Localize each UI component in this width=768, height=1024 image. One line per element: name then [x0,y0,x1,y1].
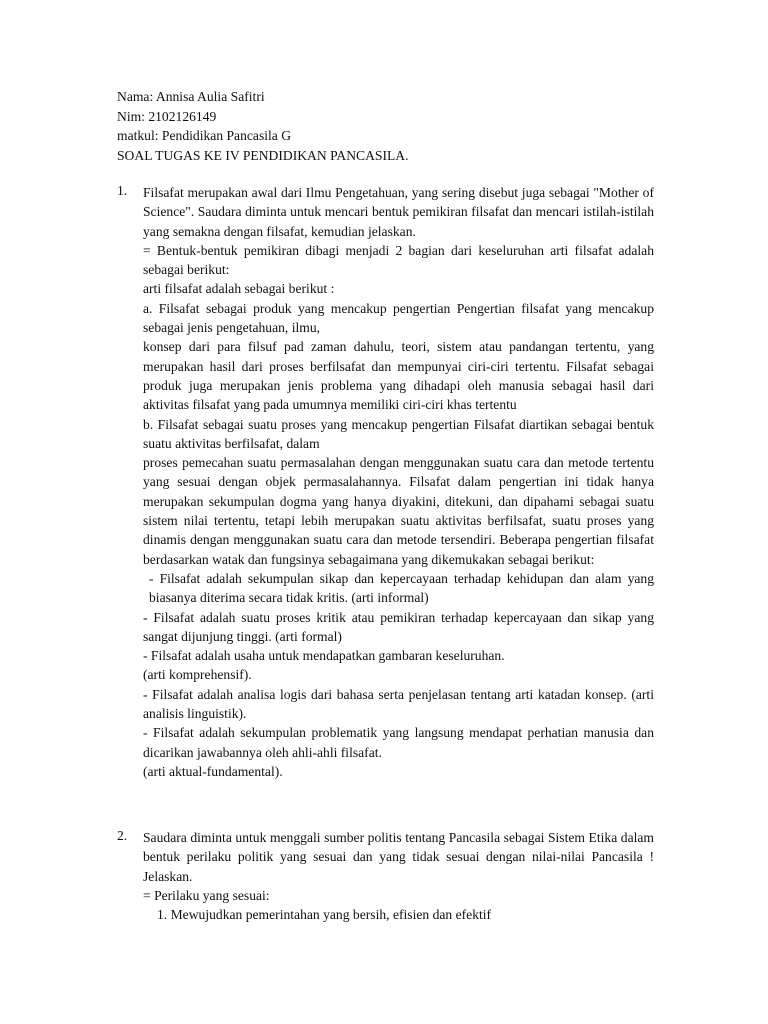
question-1-text: Filsafat merupakan awal dari Ilmu Pengetahuan, yang sering disebut juga sebagai "Mother of Science". Saudara diminta untuk mencari bentuk pemikiran filsafat dan mencari istilah-istilah yang semakna dengan filsafat, kemudian jelaskan. [143,185,654,239]
question-1 [117,183,657,781]
answer-1-b-heading: b. Filsafat sebagai suatu proses yang mencakup pengertian Filsafat diartikan sebagai bentuk suatu aktivitas berfilsafat, dalam [143,416,654,451]
question-2-text: Saudara diminta untuk menggali sumber politis tentang Pancasila sebagai Sistem Etika dalam bentuk perilaku politik yang sesuai dan yang tidak sesuai dengan nilai-nilai Pancasila ! Jelaskan. [143,830,654,884]
definition-informal: - Filsafat adalah sekumpulan sikap dan kepercayaan terhadap kehidupan dan alam yang biasanya diterima secara tidak kritis. (arti informal) [149,570,654,606]
answer-2-item-1: 1. Mewujudkan pemerintahan yang bersih, efisien dan efektif [157,907,492,923]
question-1-number: 1. [117,183,128,198]
definition-linguistic: - Filsafat adalah analisa logis dari bahasa serta penjelasan tentang arti katadan konsep. (arti analisis linguistik). [143,686,654,722]
answer-2-intro: = Perilaku yang sesuai: [143,887,270,903]
question-2-number: 2. [117,828,128,843]
student-nim: Nim: 2102126149 [117,108,217,124]
definition-comprehensive-label: (arti komprehensif). [143,667,252,683]
definition-actual-label: (arti aktual-fundamental). [143,763,283,779]
answer-1-intro: = Bentuk-bentuk pemikiran dibagi menjadi 2 bagian dari keseluruhan arti filsafat adalah sebagai berikut: [143,242,654,278]
question-2-body [143,828,654,924]
course-name: matkul: Pendidikan Pancasila G [117,128,292,143]
question-1-body [143,183,654,781]
definition-actual: - Filsafat adalah sekumpulan problematik yang langsung mendapat perhatian manusia dan dicarikan jawabannya oleh ahli-ahli filsafat. [143,725,654,760]
definition-formal: - Filsafat adalah suatu proses kritik atau pemikiran terhadap kepercayaan dan sikap yang sangat dijunjung tinggi. (arti formal) [143,609,654,644]
assignment-title: SOAL TUGAS KE IV PENDIDIKAN PANCASILA. [117,147,409,163]
answer-1-a-heading: a. Filsafat sebagai produk yang mencakup pengertian Pengertian filsafat yang mencakup sebagai jenis pengetahuan, ilmu, [143,300,654,336]
question-2 [117,828,657,924]
definition-comprehensive: - Filsafat adalah usaha untuk mendapatkan gambaran keseluruhan. [143,648,505,664]
answer-1-subheading: arti filsafat adalah sebagai berikut : [143,281,335,297]
document-header [117,87,677,165]
student-name: Nama: Annisa Aulia Safitri [117,89,265,104]
answer-1-b-body: proses pemecahan suatu permasalahan dengan menggunakan suatu cara dan metode tertentu yang sesuai dengan objek permasalahannya. Filsafat dalam pengertian ini tidak hanya merupakan sekumpulan dogma yang hanya diyakini, ditekuni, dan dipahami sebagai suatu sistem nilai tertentu, tetapi lebih merupakan suatu aktivitas berfilsafat, suatu proses yang dinamis dengan menggunakan suatu cara dan metode tersendiri. Beberapa pengertian filsafat berdasarkan watak dan fungsinya sebagaimana yang dikemukakan sebagai berikut: [143,455,654,567]
answer-1-a-body: konsep dari para filsuf pad zaman dahulu, teori, sistem atau pandangan tertentu, yang merupakan hasil dari proses berfilsafat dan mempunyai ciri-ciri tertentu. Filsafat sebagai produk juga merupakan jenis problema yang dihadapi oleh manusia sebagai hasil dari aktivitas filsafat yang pada umumnya memiliki ciri-ciri khas tertentu [143,339,654,413]
